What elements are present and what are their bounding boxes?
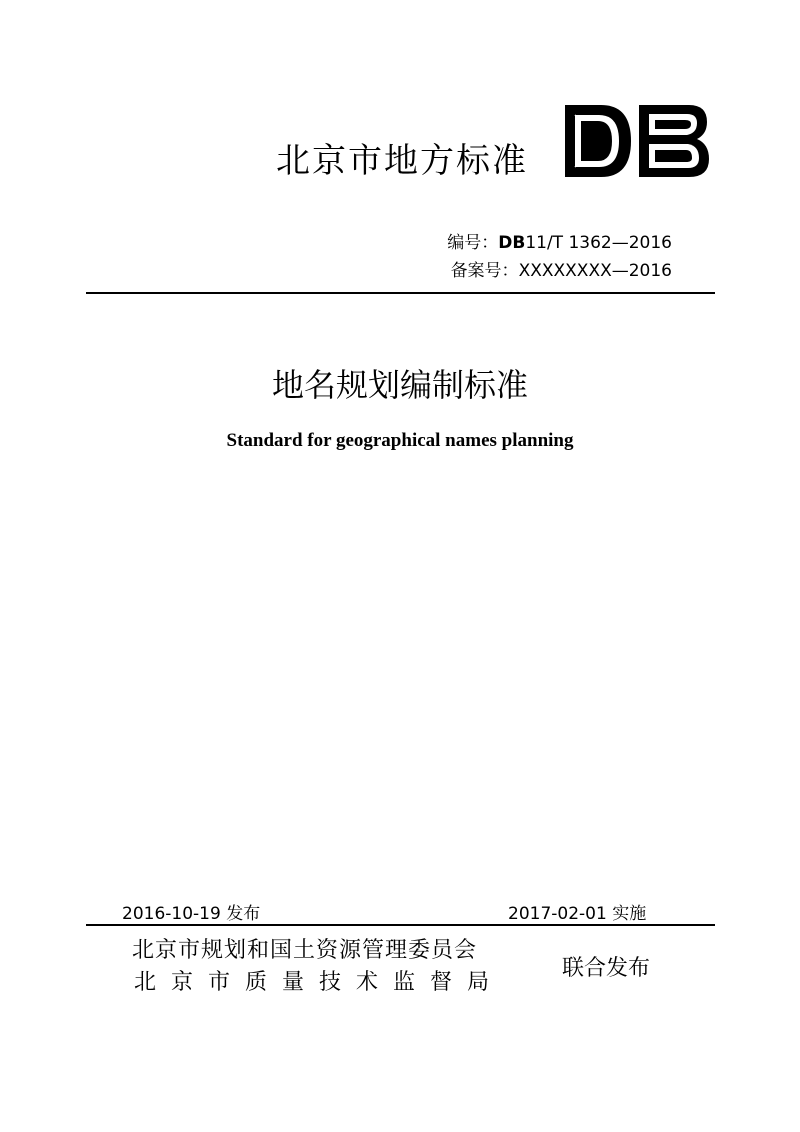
record-number-label: 备案号： — [450, 261, 519, 281]
document-title-cn: 地名规划编制标准 — [271, 366, 528, 404]
db-logo-letter-b — [639, 105, 709, 177]
standard-number — [447, 232, 672, 254]
standard-number-prefix: DB — [498, 233, 526, 253]
standard-number-label: 编号： — [447, 233, 499, 253]
implementation-date: 2017-02-01 实施 — [508, 904, 647, 924]
issuer-planning-commission: 北京市规划和国土资源管理委员会 — [132, 938, 478, 963]
record-number — [451, 260, 672, 282]
document-title-en: Standard for geographical names planning — [226, 430, 574, 451]
bottom-divider — [86, 924, 715, 926]
db-logo — [561, 103, 711, 179]
issuer-quality-bureau: 北京市质量技术监督局 — [134, 970, 505, 995]
standard-number-value: 11/T 1362—2016 — [525, 233, 672, 253]
standard-category-title: 北京市地方标准 — [276, 141, 528, 181]
top-divider — [86, 292, 715, 294]
db-logo-letter-d — [565, 105, 631, 177]
issue-date: 2016-10-19 发布 — [122, 904, 261, 924]
record-number-value: XXXXXXXX—2016 — [518, 261, 672, 281]
joint-release-label: 联合发布 — [562, 956, 651, 981]
